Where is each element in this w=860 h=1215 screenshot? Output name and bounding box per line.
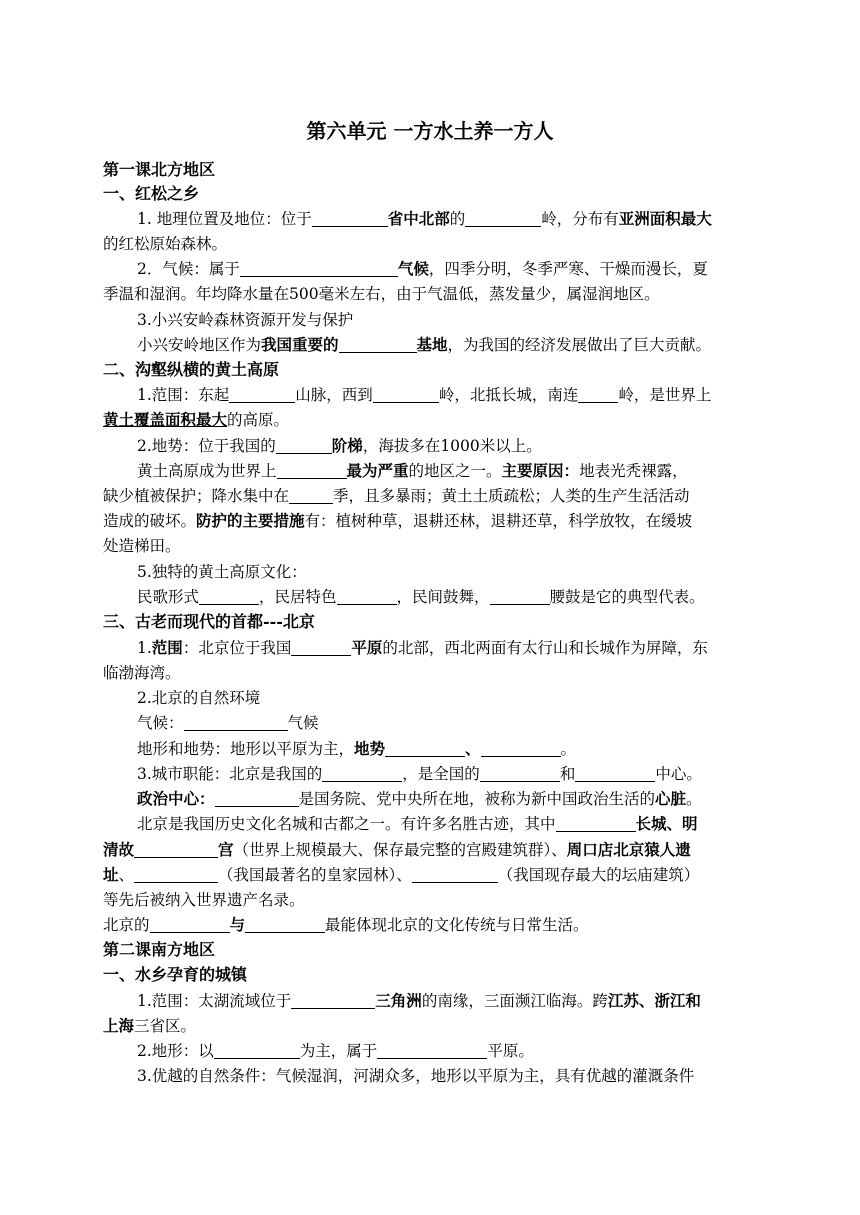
fill-blank (322, 766, 402, 782)
paragraph-line (137, 711, 319, 735)
paragraph-line (137, 762, 702, 786)
text: 临渤海湾。 (103, 664, 181, 682)
fill-blank (556, 816, 636, 832)
fill-blank (291, 640, 351, 656)
text: 的 (449, 210, 466, 228)
fill-blank (291, 993, 375, 1009)
paragraph-line (103, 838, 691, 862)
text: 民歌形式 (137, 588, 200, 606)
section-heading: 二、沟壑纵横的黄土高原 (103, 360, 280, 379)
page-title: 第六单元 一方水土养一方人 (306, 119, 554, 143)
fill-blank (199, 589, 259, 605)
paragraph-line (137, 383, 711, 407)
text: 的北部，西北两面有太行山和长城作为屏障，东 (382, 639, 708, 657)
bold-text: 阶梯 (331, 436, 363, 455)
fill-blank (385, 741, 465, 757)
paragraph-line (103, 282, 660, 306)
text: 的地区之一。 (408, 462, 502, 480)
paragraph-line (103, 913, 589, 937)
fill-blank (245, 917, 325, 933)
fill-blank (312, 211, 388, 227)
text: 的红松原始森林。 (103, 235, 228, 253)
text: 有：植树种草，退耕还林，退耕还草，科学放牧，在缓坡 (304, 512, 693, 530)
bold-text: 长城、明 (635, 814, 698, 833)
text: 气候： (137, 714, 184, 732)
fill-blank (277, 463, 347, 479)
fill-blank (575, 766, 655, 782)
text: 等先后被纳入世界遗产名录。 (103, 891, 305, 909)
paragraph-line (103, 661, 181, 685)
paragraph-line (137, 737, 576, 761)
paragraph-line (137, 585, 705, 609)
fill-blank (184, 715, 288, 731)
paragraph-line (137, 257, 708, 281)
paragraph-line (137, 989, 701, 1013)
paragraph-line: 5.独特的黄土高原文化： (137, 563, 307, 581)
text: 1.范围：太湖流域位于 (137, 992, 292, 1010)
text: 。 (560, 740, 577, 758)
section-heading: 一、水乡孕育的城镇 (103, 965, 248, 984)
text: 1. (137, 639, 152, 657)
bold-text: 与 (229, 915, 246, 934)
fill-blank (480, 766, 560, 782)
paragraph-line (137, 434, 542, 458)
fill-blank (339, 337, 417, 353)
text: ，为我国的经济发展做出了巨大贡献。 (447, 336, 712, 354)
bold-text: 省中北部 (387, 209, 450, 228)
text: ，四季分明，冬季严寒、干燥而漫长，夏 (428, 260, 708, 278)
bold-text: 心脏 (655, 789, 687, 808)
bold-text: 周口店北京猿人遗 (566, 840, 691, 859)
text: 造成的破坏。 (103, 512, 197, 530)
bold-text: 江苏、浙江和 (607, 991, 701, 1010)
bold-text: 防护的主要措施 (196, 511, 305, 530)
bold-text: 我国重要的 (261, 335, 339, 354)
paragraph-line (137, 459, 688, 483)
bold-text: 最为严重 (346, 461, 409, 480)
bold-text: 主要原因： (501, 461, 580, 480)
text: 北京的 (103, 916, 150, 934)
text: 处造梯田。 (103, 537, 181, 555)
paragraph-line (137, 333, 711, 357)
text: 2．气候：属于 (137, 260, 240, 278)
fill-blank (150, 917, 230, 933)
text: 3.城市职能：北京是我国的 (137, 765, 323, 783)
paragraph-line (103, 408, 289, 432)
lesson1-heading: 第一课北方地区 (103, 160, 216, 179)
text: 2.地形：以 (137, 1042, 214, 1060)
text: 2.地势：位于我国的 (137, 437, 276, 455)
text: 北京是我国历史文化名城和古都之一。有许多名胜古迹，其中 (137, 815, 556, 833)
paragraph-line (137, 636, 708, 660)
text: 气候 (287, 714, 319, 732)
text: ：北京位于我国 (182, 639, 292, 657)
fill-blank (337, 589, 397, 605)
bold-text: 地势 (354, 739, 386, 758)
text: （我国现存最大的坛庙建筑） (497, 866, 700, 884)
fill-blank (373, 387, 439, 403)
text: （我国最著名的皇家园林）、 (218, 866, 412, 884)
text: 1.范围：东起 (137, 386, 230, 404)
text: 山脉，西到 (295, 386, 373, 404)
text: 季温和湿润。年均降水量在500毫米左右，由于气温低，蒸发量少，属湿润地区。 (103, 285, 660, 303)
bold-text: 宫 (218, 840, 234, 859)
fill-blank (214, 1043, 300, 1059)
paragraph-line (103, 232, 227, 256)
fill-blank (134, 842, 218, 858)
text: 1. 地理位置及地位：位于 (137, 210, 312, 228)
fill-blank (240, 261, 398, 277)
fill-blank (215, 791, 299, 807)
lesson2-heading: 第二课南方地区 (103, 940, 216, 959)
text: 最能体现北京的文化传统与日常生活。 (325, 916, 589, 934)
bold-text: 、 (465, 739, 481, 758)
bold-text: 基地 (416, 335, 448, 354)
fill-blank (134, 867, 218, 883)
text: ，民居特色 (259, 588, 337, 606)
paragraph-line: 2.北京的自然环境 (137, 689, 261, 707)
text: （世界上规模最大、保存最完整的宫殿建筑群）、 (233, 841, 567, 859)
text: 岭，是世界上 (618, 386, 712, 404)
paragraph-line (103, 863, 699, 887)
bold-text: 范围 (151, 638, 183, 657)
paragraph-line (103, 484, 690, 508)
paragraph-line (137, 1039, 534, 1063)
text: 的南缘，三面濒江临海。跨 (421, 992, 608, 1010)
bold-text: 上海 (103, 1016, 135, 1035)
paragraph-line (137, 787, 702, 811)
paragraph-line (103, 534, 181, 558)
bold-text: 址 (103, 865, 119, 884)
text: 缺少植被保护；降水集中在 (103, 487, 290, 505)
fill-blank (377, 1043, 487, 1059)
bold-text: 亚洲面积最大 (618, 209, 712, 228)
fill-blank (276, 438, 332, 454)
text: 三省区。 (134, 1017, 197, 1035)
paragraph-line (103, 509, 692, 533)
text: 岭，分布有 (541, 210, 619, 228)
text: 黄土高原成为世界上 (137, 462, 277, 480)
paragraph-line: 3.优越的自然条件：气候湿润，河湖众多，地形以平原为主，具有优越的灌溉条件 (137, 1067, 695, 1085)
fill-blank (289, 488, 333, 504)
fill-blank (412, 867, 498, 883)
bold-text: 三角洲 (375, 991, 422, 1010)
text: 的高原。 (227, 411, 290, 429)
fill-blank (490, 589, 550, 605)
paragraph-line (103, 1014, 196, 1038)
text: ，海拔多在1000米以上。 (362, 437, 542, 455)
text: 腰鼓是它的典型代表。 (549, 588, 705, 606)
text: 。 (686, 790, 702, 808)
fill-blank (481, 741, 561, 757)
fill-blank (229, 387, 295, 403)
text: 为主，属于 (299, 1042, 378, 1060)
section-heading: 一、红松之乡 (103, 184, 200, 203)
text: 是国务院、党中央所在地，被称为新中国政治生活的 (298, 790, 656, 808)
text: 季，且多暴雨；黄土土质疏松；人类的生产生活活动 (333, 487, 690, 505)
bold-text: 平原 (351, 638, 383, 657)
bold-text: 黄土覆盖面积最大 (103, 410, 228, 429)
text: 岭，北抵长城，南连 (438, 386, 579, 404)
paragraph-line (137, 207, 712, 231)
paragraph-line (103, 888, 305, 912)
text: 和 (559, 765, 576, 783)
text: 小兴安岭地区作为 (137, 336, 262, 354)
text: ，是全国的 (402, 765, 480, 783)
paragraph-line: 3.小兴安岭森林资源开发与保护 (137, 311, 354, 329)
text: ，民间鼓舞， (396, 588, 490, 606)
fill-blank (465, 211, 541, 227)
bold-text: 气候 (397, 259, 429, 278)
paragraph-line (137, 812, 698, 836)
section-heading: 三、古老而现代的首都---北京 (103, 612, 315, 631)
text: 平原。 (487, 1042, 534, 1060)
text: 地形和地势：地形以平原为主， (137, 740, 355, 758)
bold-text: 清故 (103, 840, 135, 859)
bold-text: 政治中心： (137, 789, 215, 808)
text: 、 (118, 866, 135, 884)
fill-blank (578, 387, 618, 403)
text: 中心。 (655, 765, 702, 783)
text: 地表光秃裸露， (579, 462, 688, 480)
